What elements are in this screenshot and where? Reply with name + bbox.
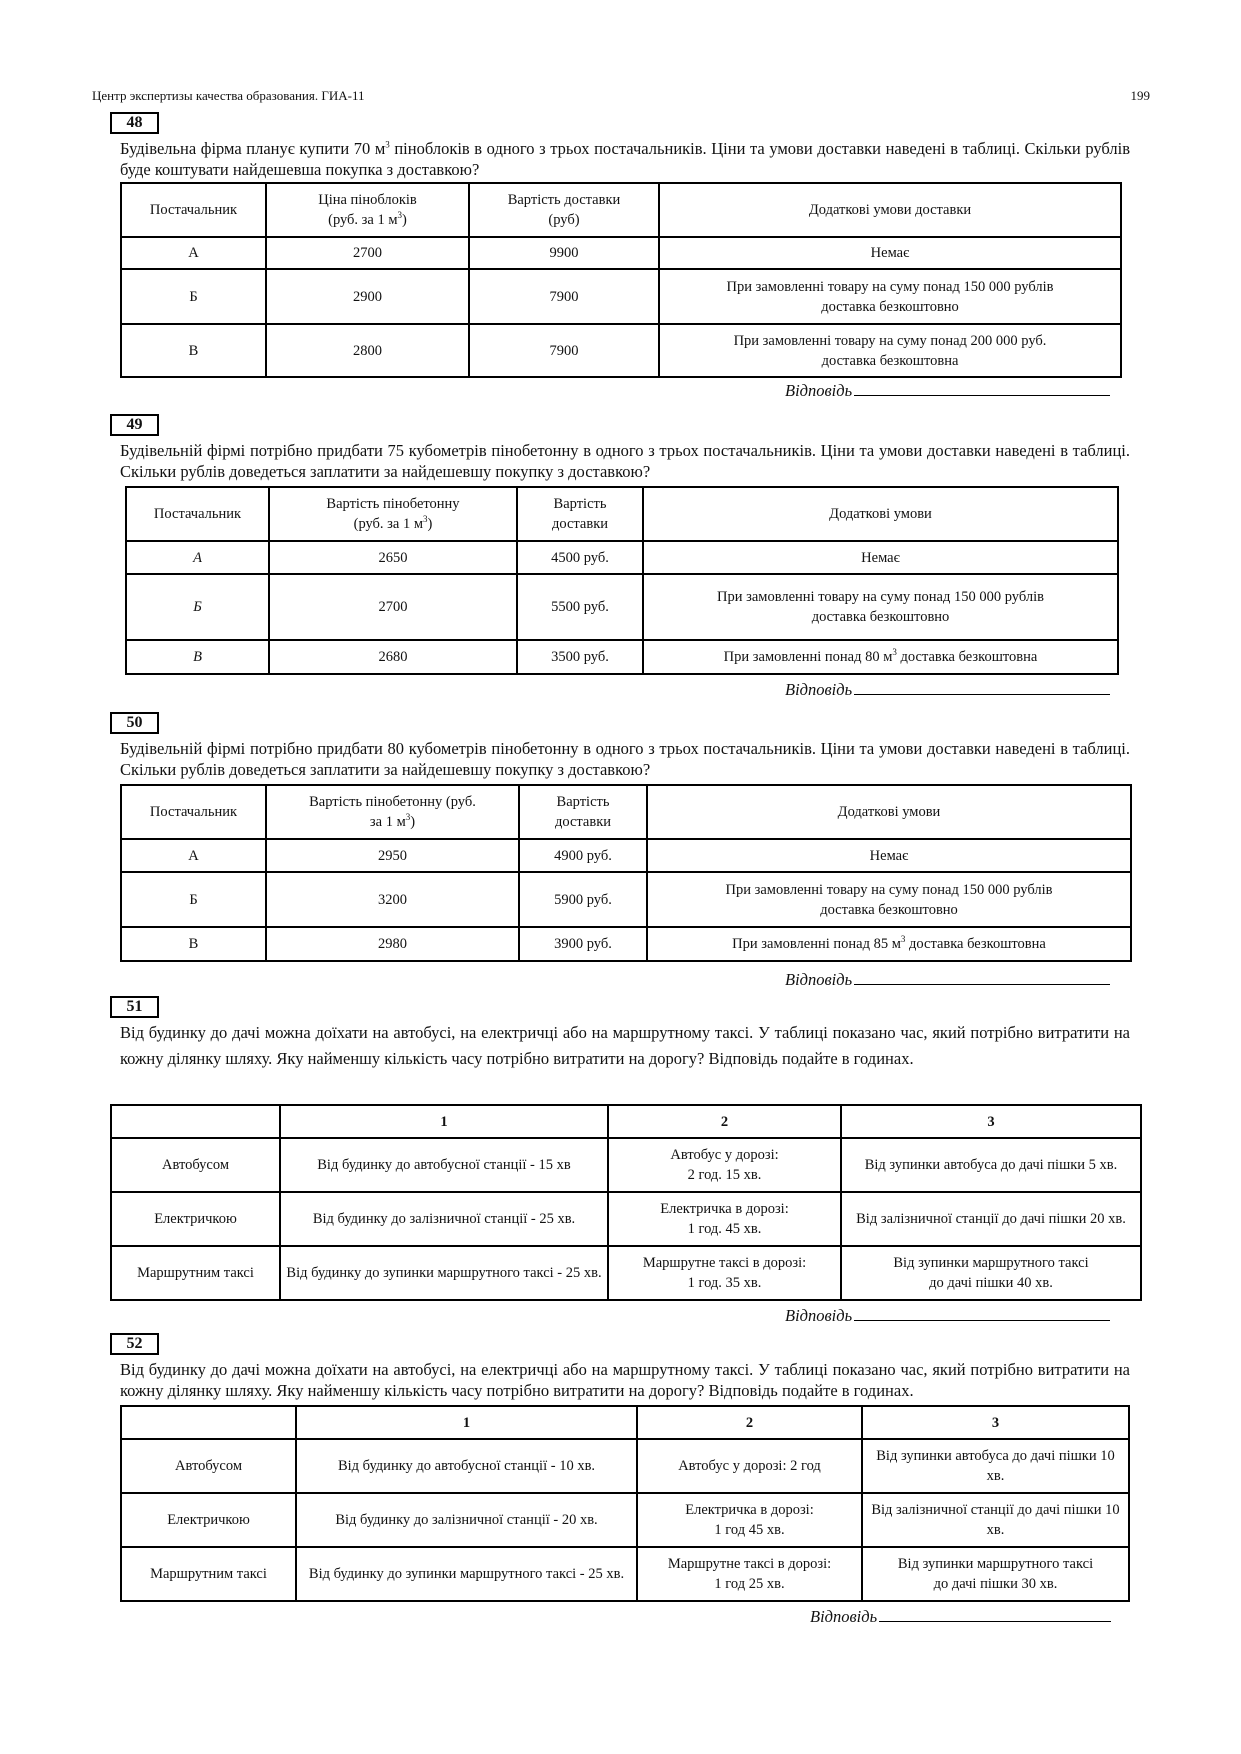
segment-cell: Електричка в дорозі: 1 год. 45 хв. — [608, 1192, 841, 1246]
segment-cell: Від будинку до автобусної станції - 10 хв. — [296, 1439, 637, 1493]
answer-line[interactable] — [879, 1605, 1111, 1622]
table-row — [121, 839, 1131, 872]
delivery-cell: 4900 руб. — [519, 839, 647, 872]
table-row — [111, 1192, 1141, 1246]
conditions-cell: Немає — [647, 839, 1131, 872]
route-table — [110, 1104, 1142, 1301]
table-row — [121, 872, 1131, 927]
transport-cell: Автобусом — [121, 1439, 296, 1493]
header-cell: Вартість пінобетонну (руб. за 1 $м^3$) — [266, 785, 519, 839]
segment-cell: Від зупинки автобуса до дачі пішки 5 хв. — [841, 1138, 1141, 1192]
segment-cell: Від будинку до автобусної станції - 15 хв — [280, 1138, 608, 1192]
answer-label: Відповідь — [785, 680, 853, 699]
answer-field[interactable] — [785, 678, 1110, 700]
segment-cell: Маршрутне таксі в дорозі: 1 год. 35 хв. — [608, 1246, 841, 1300]
header-cell: Ціна піноблоків (руб. за 1 $м^3$) — [266, 183, 469, 237]
segment-cell: Від будинку до зупинки маршрутного таксі - 25 хв. — [296, 1547, 637, 1601]
price-cell: 2650 — [269, 541, 517, 574]
delivery-cell: 7900 — [469, 324, 659, 377]
table-row — [111, 1138, 1141, 1192]
header-cell — [121, 1406, 296, 1439]
supplier-cell: В — [126, 640, 269, 674]
header-cell: Вартість пінобетонну (руб. за 1 $м^3$) — [269, 487, 517, 541]
segment-cell: Від зупинки маршрутного таксі до дачі пішки 40 хв. — [841, 1246, 1141, 1300]
header-cell: Постачальник — [121, 183, 266, 237]
answer-line[interactable] — [854, 1304, 1110, 1321]
table-row — [121, 237, 1121, 269]
delivery-cell: 7900 — [469, 269, 659, 324]
segment-cell: Від будинку до зупинки маршрутного таксі - 25 хв. — [280, 1246, 608, 1300]
table-header-row — [121, 785, 1131, 839]
page-header — [92, 88, 1150, 108]
table-row — [121, 269, 1121, 324]
table-row — [121, 927, 1131, 961]
table-row — [121, 1547, 1129, 1601]
table-row — [121, 324, 1121, 377]
segment-cell: Від будинку до залізничної станції - 20 хв. — [296, 1493, 637, 1547]
transport-cell: Маршрутним таксі — [121, 1547, 296, 1601]
delivery-cell: 5500 руб. — [517, 574, 643, 640]
header-title: Центр экспертизы качества образования. ГИА-11 — [92, 88, 365, 103]
segment-cell: Автобус у дорозі: 2 год. 15 хв. — [608, 1138, 841, 1192]
task-question: Від будинку до дачі можна доїхати на автобусі, на електричці або на маршрутному таксі. У таблиці показано час, який потрібно витратити на кожну ділянку шляху. Яку найменшу кількість часу потрібно витратити на дорогу? Відповідь подайте в годинах. — [120, 1023, 1130, 1068]
header-cell: 1 — [280, 1105, 608, 1138]
price-cell: 2980 — [266, 927, 519, 961]
conditions-cell: При замовленні понад 80 $м^3$ доставка безкоштовна — [643, 640, 1118, 674]
task-52 — [110, 1333, 1130, 1663]
supplier-cell: А — [121, 839, 266, 872]
answer-label: Відповідь — [810, 1607, 878, 1626]
delivery-cell: 4500 руб. — [517, 541, 643, 574]
supplier-cell: А — [126, 541, 269, 574]
supplier-cell: Б — [121, 872, 266, 927]
task-question: Будівельна фірма планує купити 70 $м^3$ піноблоків в одного з трьох постачальників. Ціни та умови доставки наведені в таблиці. Скільки рублів буде коштувати найдешевша покупка з доставкою? — [120, 139, 1130, 179]
supplier-cell: В — [121, 324, 266, 377]
table-row — [126, 574, 1118, 640]
delivery-cell: 5900 руб. — [519, 872, 647, 927]
table-header-row — [111, 1105, 1141, 1138]
task-question: Будівельній фірмі потрібно придбати 80 кубометрів пінобетонну в одного з трьох постачальників. Ціни та умови доставки наведені в таблиці. Скільки рублів доведеться заплатити за найдешевшу покупку з доставкою? — [120, 739, 1130, 779]
price-cell: 3200 — [266, 872, 519, 927]
segment-cell: Від залізничної станції до дачі пішки 20 хв. — [841, 1192, 1141, 1246]
task-48 — [110, 112, 1130, 402]
task-51 — [110, 996, 1130, 1326]
answer-field[interactable] — [785, 968, 1110, 990]
task-question: Будівельній фірмі потрібно придбати 75 кубометрів пінобетонну в одного з трьох постачальників. Ціни та умови доставки наведені в таблиці. Скільки рублів доведеться заплатити за найдешевшу покупку з доставкою? — [120, 441, 1130, 481]
conditions-cell: При замовленні товару на суму понад 200 000 руб. доставка безкоштовна — [659, 324, 1121, 377]
header-cell: 3 — [841, 1105, 1141, 1138]
route-table — [120, 1405, 1130, 1602]
header-cell: Вартість доставки (руб) — [469, 183, 659, 237]
delivery-cell: 3500 руб. — [517, 640, 643, 674]
transport-cell: Електричкою — [121, 1493, 296, 1547]
conditions-cell: При замовленні понад 85 $м^3$ доставка безкоштовна — [647, 927, 1131, 961]
task-number: 51 — [110, 996, 159, 1018]
transport-cell: Електричкою — [111, 1192, 280, 1246]
answer-label: Відповідь — [785, 970, 853, 989]
segment-cell: Від залізничної станції до дачі пішки 10 хв. — [862, 1493, 1129, 1547]
price-cell: 2950 — [266, 839, 519, 872]
segment-cell: Маршрутне таксі в дорозі: 1 год 25 хв. — [637, 1547, 862, 1601]
table-header-row — [121, 183, 1121, 237]
header-cell: 2 — [608, 1105, 841, 1138]
supplier-table — [120, 784, 1132, 962]
task-number: 52 — [110, 1333, 159, 1355]
task-number: 50 — [110, 712, 159, 734]
answer-label: Відповідь — [785, 381, 853, 400]
price-cell: 2700 — [269, 574, 517, 640]
header-cell — [111, 1105, 280, 1138]
delivery-cell: 3900 руб. — [519, 927, 647, 961]
supplier-cell: Б — [126, 574, 269, 640]
conditions-cell: При замовленні товару на суму понад 150 000 рублів доставка безкоштовно — [643, 574, 1118, 640]
task-number: 48 — [110, 112, 159, 134]
segment-cell: Автобус у дорозі: 2 год — [637, 1439, 862, 1493]
table-row — [126, 541, 1118, 574]
transport-cell: Автобусом — [111, 1138, 280, 1192]
conditions-cell: Немає — [659, 237, 1121, 269]
header-cell: Вартість доставки — [519, 785, 647, 839]
price-cell: 2900 — [266, 269, 469, 324]
answer-line[interactable] — [854, 968, 1110, 985]
segment-cell: Від зупинки маршрутного таксі до дачі пішки 30 хв. — [862, 1547, 1129, 1601]
header-cell: Додаткові умови — [643, 487, 1118, 541]
price-cell: 2700 — [266, 237, 469, 269]
supplier-cell: Б — [121, 269, 266, 324]
table-row — [121, 1439, 1129, 1493]
table-row — [111, 1246, 1141, 1300]
price-cell: 2800 — [266, 324, 469, 377]
table-header-row — [121, 1406, 1129, 1439]
price-cell: 2680 — [269, 640, 517, 674]
header-cell: Постачальник — [121, 785, 266, 839]
answer-line[interactable] — [854, 379, 1110, 396]
transport-cell: Маршрутним таксі — [111, 1246, 280, 1300]
page-number: 199 — [1130, 88, 1150, 103]
header-cell: Постачальник — [126, 487, 269, 541]
delivery-cell: 9900 — [469, 237, 659, 269]
task-50 — [110, 712, 1130, 992]
table-row — [126, 640, 1118, 674]
conditions-cell: При замовленні товару на суму понад 150 000 рублів доставка безкоштовно — [647, 872, 1131, 927]
header-cell: Додаткові умови доставки — [659, 183, 1121, 237]
supplier-cell: В — [121, 927, 266, 961]
table-header-row — [126, 487, 1118, 541]
answer-field[interactable] — [785, 1304, 1110, 1326]
supplier-table — [120, 182, 1122, 378]
conditions-cell: Немає — [643, 541, 1118, 574]
table-row — [121, 1493, 1129, 1547]
header-cell: 3 — [862, 1406, 1129, 1439]
segment-cell: Від будинку до залізничної станції - 25 хв. — [280, 1192, 608, 1246]
task-49 — [110, 414, 1130, 704]
answer-field[interactable] — [785, 379, 1110, 401]
segment-cell: Електричка в дорозі: 1 год 45 хв. — [637, 1493, 862, 1547]
answer-line[interactable] — [854, 678, 1110, 695]
conditions-cell: При замовленні товару на суму понад 150 000 рублів доставка безкоштовно — [659, 269, 1121, 324]
supplier-table — [125, 486, 1119, 675]
header-cell: Додаткові умови — [647, 785, 1131, 839]
task-question: Від будинку до дачі можна доїхати на автобусі, на електричці або на маршрутному таксі. У таблиці показано час, який потрібно витратити на кожну ділянку шляху. Яку найменшу кількість часу потрібно витратити на дорогу? Відповідь подайте в годинах. — [120, 1360, 1130, 1400]
task-number: 49 — [110, 414, 159, 436]
header-cell: 2 — [637, 1406, 862, 1439]
header-cell: Вартість доставки — [517, 487, 643, 541]
segment-cell: Від зупинки автобуса до дачі пішки 10 хв. — [862, 1439, 1129, 1493]
supplier-cell: А — [121, 237, 266, 269]
answer-field[interactable] — [810, 1605, 1111, 1627]
header-cell: 1 — [296, 1406, 637, 1439]
answer-label: Відповідь — [785, 1306, 853, 1325]
